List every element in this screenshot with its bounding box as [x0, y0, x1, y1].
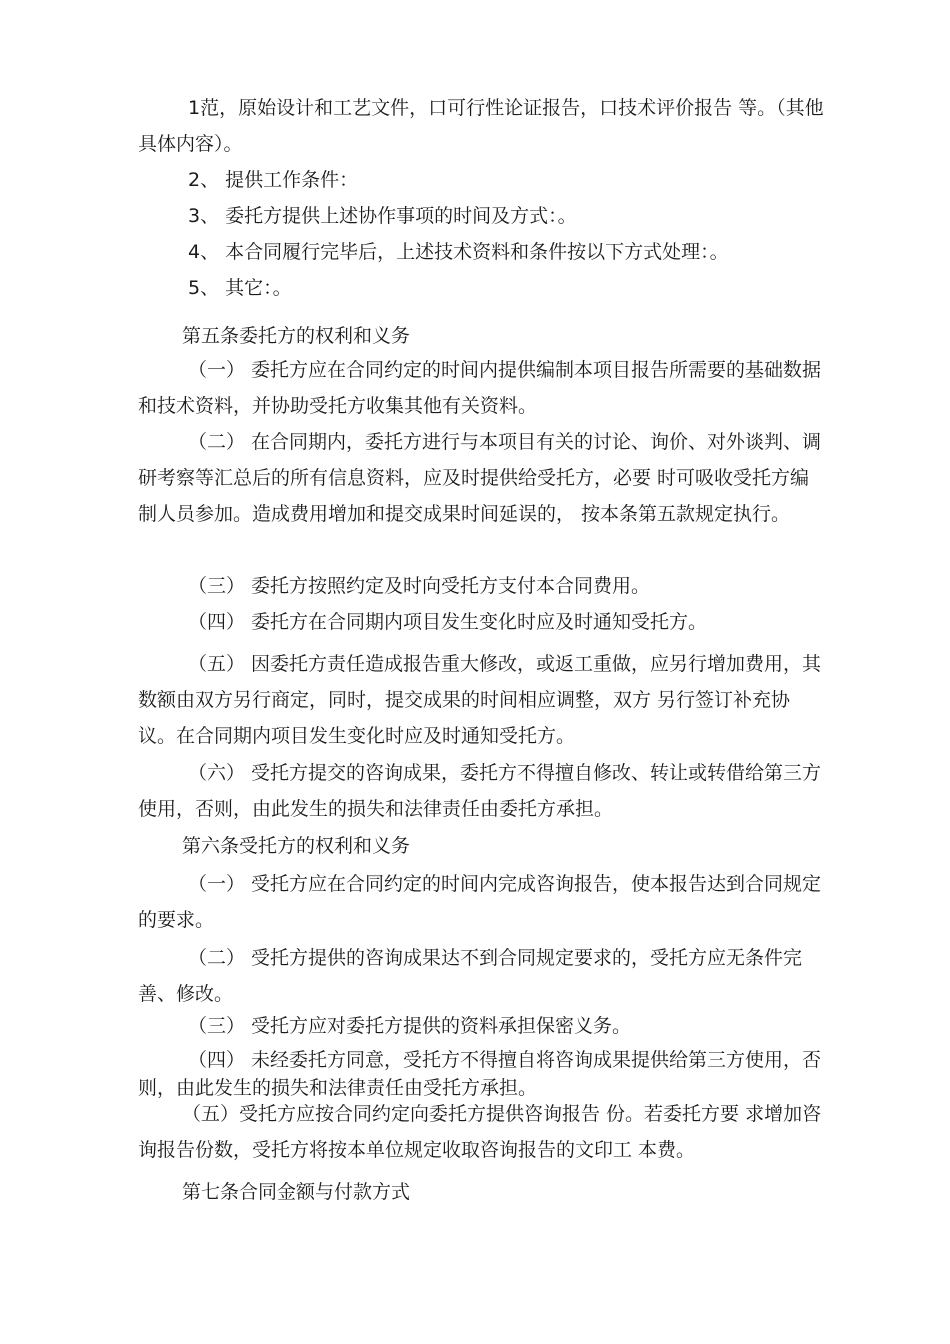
article-6-item-4: （四） 未经委托方同意，受托方不得擅自将咨询成果提供给第三方使用，否则，由此发生的损失和法律责任由受托方承担。 — [138, 1049, 822, 1099]
paragraph-3: 3、 委托方提供上述协作事项的时间及方式：。 — [188, 205, 577, 227]
paragraph-1: 1范，原始设计和工艺文件，口可行性论证报告，口技术评价报告 等。（其他具体内容）。 — [138, 97, 824, 155]
article-5-item-2: （二） 在合同期内，委托方进行与本项目有关的讨论、询价、对外谈判、调研考察等汇总后的所有信息资料，应及时提供给受托方，必要 时可吸收受托方编制人员参加。造成费用增加和提交成果时间延误的， 按本条第五款规定执行。 — [138, 431, 822, 525]
article-6-item-3: （三） 受托方应对委托方提供的资料承担保密义务。 — [188, 1015, 632, 1037]
article-5-item-6: （六） 受托方提交的咨询成果，委托方不得擅自修改、转让或转借给第三方使用，否则，由此发生的损失和法律责任由委托方承担。 — [138, 762, 822, 820]
article-5-item-5: （五） 因委托方责任造成报告重大修改，或返工重做，应另行增加费用，其数额由双方另行商定，同时，提交成果的时间相应调整，双方 另行签订补充协议。在合同期内项目发生变化时应及时通知受托方。 — [138, 653, 822, 747]
article-5-item-3: （三） 委托方按照约定及时向受托方支付本合同费用。 — [188, 575, 651, 597]
paragraph-2: 2、 提供工作条件： — [188, 169, 359, 191]
paragraph-4: 4、 本合同履行完毕后，上述技术资料和条件按以下方式处理：。 — [188, 241, 729, 263]
article-6-title: 第六条受托方的权利和义务 — [182, 835, 411, 857]
article-6-item-2: （二） 受托方提供的咨询成果达不到合同规定要求的，受托方应无条件完善、修改。 — [138, 947, 803, 1005]
article-6-item-5: （五）受托方应按合同约定向委托方提供咨询报告 份。若委托方要 求增加咨询报告份数，受托方将按本单位规定收取咨询报告的文印工 本费。 — [138, 1103, 822, 1161]
paragraph-5: 5、 其它：。 — [188, 277, 292, 299]
article-5-title: 第五条委托方的权利和义务 — [182, 325, 411, 347]
article-5-item-1: （一） 委托方应在合同约定的时间内提供编制本项目报告所需要的基础数据和技术资料，并协助受托方收集其他有关资料。 — [138, 359, 822, 417]
article-7-title: 第七条合同金额与付款方式 — [182, 1181, 411, 1203]
article-5-item-4: （四） 委托方在合同期内项目发生变化时应及时通知受托方。 — [188, 611, 708, 633]
article-6-item-1: （一） 受托方应在合同约定的时间内完成咨询报告，使本报告达到合同规定的要求。 — [138, 873, 822, 931]
